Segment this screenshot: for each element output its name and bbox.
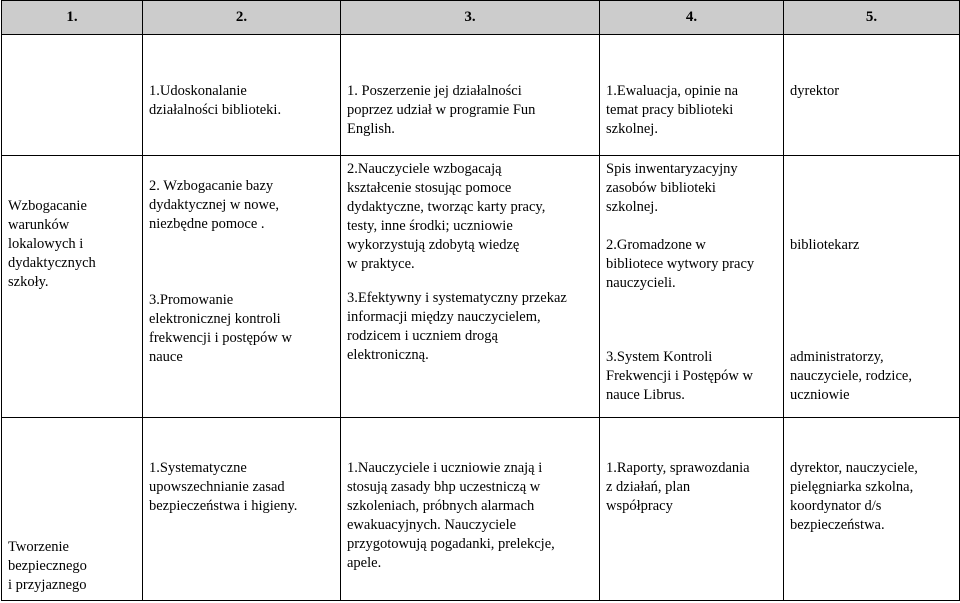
row2-col5 [784, 156, 960, 418]
row3-col3 [341, 418, 600, 601]
row1-col1 [2, 35, 143, 156]
header-cell-2: 2. [143, 1, 341, 35]
table-row [2, 35, 960, 156]
row2-method-3: 3.Efektywny i systematyczny przekaz informacji między nauczycielem, rodzicem i uczniem drogą elektroniczną. [347, 290, 567, 363]
header-cell-1: 1. [2, 1, 143, 35]
row3-evaluation: 1.Raporty, sprawozdania z działań, plan współpracy [606, 460, 750, 514]
row2-col3 [341, 156, 600, 418]
row3-method: 1.Nauczyciele i uczniowie znają i stosują zasady bhp uczestniczą w szkoleniach, próbnych alarmach ewakuacyjnych. Nauczyciele przygotowują pogadanki, prelekcje, apele. [347, 460, 555, 571]
row1-col2 [143, 35, 341, 156]
row2-col1 [2, 156, 143, 418]
plan-table [1, 0, 960, 601]
row3-col5 [784, 418, 960, 601]
row2-evaluation-3: 3.System Kontroli Frekwencji i Postępów w nauce Librus. [606, 349, 753, 403]
row2-method-2: 2.Nauczyciele wzbogacają kształcenie stosując pomoce dydaktyczne, tworząc karty pracy, testy, inne środki; uczniowie wykorzystują zdobytą wiedzę w praktyce. [347, 161, 546, 272]
row2-responsible-2: administratorzy, nauczyciele, rodzice, uczniowie [790, 349, 912, 403]
row2-evaluation-2: 2.Gromadzone w bibliotece wytwory pracy nauczycieli. [606, 237, 755, 291]
row2-evaluation-1: Spis inwentaryzacyjny zasobów biblioteki szkolnej. [606, 161, 738, 215]
header-cell-5: 5. [784, 1, 960, 35]
row3-task: 1.Systematyczne upowszechnianie zasad bezpieczeństwa i higieny. [149, 460, 298, 514]
row3-col4 [600, 418, 784, 601]
row1-method: 1. Poszerzenie jej działalności poprzez udział w programie Fun English. [347, 83, 536, 137]
row1-responsible: dyrektor [790, 83, 840, 99]
row2-col2 [143, 156, 341, 418]
table-row [2, 156, 960, 418]
header-cell-3: 3. [341, 1, 600, 35]
row1-col5 [784, 35, 960, 156]
row2-task-2: 2. Wzbogacanie bazy dydaktycznej w nowe, niezbędne pomoce . [149, 178, 280, 232]
row1-col3 [341, 35, 600, 156]
table-row [2, 418, 960, 601]
row3-col1 [2, 418, 143, 601]
row1-evaluation: 1.Ewaluacja, opinie na temat pracy biblioteki szkolnej. [606, 83, 739, 137]
row1-task: 1.Udoskonalanie działalności biblioteki. [149, 83, 282, 118]
row3-goal: Tworzenie bezpiecznego i przyjaznego [8, 539, 87, 593]
row3-responsible: dyrektor, nauczyciele, pielęgniarka szkolna, koordynator d/s bezpieczeństwa. [790, 460, 918, 533]
row2-task-3: 3.Promowanie elektronicznej kontroli frekwencji i postępów w nauce [149, 292, 292, 365]
header-row [2, 1, 960, 35]
row2-responsible-1: bibliotekarz [790, 237, 860, 253]
row2-goal: Wzbogacanie warunków lokalowych i dydaktycznych szkoły. [8, 198, 96, 290]
header-cell-4: 4. [600, 1, 784, 35]
row2-col4 [600, 156, 784, 418]
row1-col4 [600, 35, 784, 156]
row3-col2 [143, 418, 341, 601]
